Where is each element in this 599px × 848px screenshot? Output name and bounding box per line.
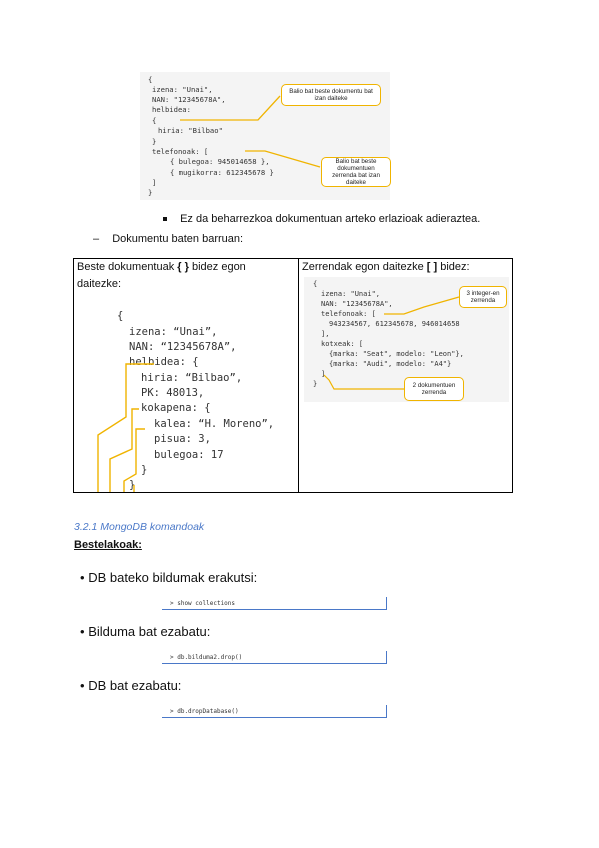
code-line: NAN: “12345678A”, [129, 341, 237, 353]
command-item [80, 624, 210, 639]
bullet-note [163, 213, 480, 225]
code-line: hiria: “Bilbao”, [141, 372, 243, 384]
command-item [80, 678, 181, 693]
command-item [80, 570, 257, 585]
callout-integer-list: 3 integer-en zerrenda [459, 286, 507, 308]
code-line: bulegoa: 17 [154, 449, 224, 461]
code-line: izena: "Unai", [152, 85, 213, 94]
right-cell-heading [302, 259, 512, 276]
dash-item [93, 233, 243, 245]
code-line: } [152, 137, 157, 146]
code-line: izena: “Unai”, [129, 326, 218, 338]
code-line: izena: "Unai", [321, 290, 381, 298]
code-line: } [148, 188, 153, 197]
callout-document-list: Balio bat beste dokumentuen zerrenda bat izan daiteke [321, 157, 391, 187]
code-line: { bulegoa: 945014658 }, [170, 157, 270, 166]
braces-symbol: { } [177, 261, 189, 273]
top-code-image [140, 72, 390, 200]
comparison-table [73, 258, 513, 493]
bullet-icon: • [80, 678, 85, 693]
code-line: { [152, 116, 157, 125]
left-bracket-lines [74, 259, 298, 492]
code-line: ], [321, 330, 330, 338]
code-line: ] [321, 370, 326, 378]
command-label: Bilduma bat ezabatu: [88, 624, 211, 639]
left-heading-text: bidez egon [188, 261, 246, 273]
section-title: 3.2.1 MongoDB komandoak [74, 521, 205, 533]
dash-icon: – [93, 233, 100, 245]
code-line: hiria: "Bilbao" [158, 126, 223, 135]
code-line: } [129, 479, 136, 491]
right-code-image [304, 277, 509, 402]
code-line: } [141, 464, 148, 476]
code-line: helbidea: { [129, 356, 199, 368]
code-line: ] [152, 178, 157, 187]
code-line: pisua: 3, [154, 433, 211, 445]
code-line: NAN: "12345678A", [152, 95, 226, 104]
square-bullet-icon [163, 217, 167, 221]
code-line: telefonoak: [ [321, 310, 376, 318]
code-line: helbidea: [152, 105, 191, 114]
callout-document-list: 2 dokumentuen zerrenda [404, 377, 464, 401]
bullet-note-text: Ez da beharrezkoa dokumentuan arteko erlazioak adieraztea. [180, 213, 481, 225]
command-code-box: > db.bilduma2.drop() [162, 651, 387, 664]
right-heading-text: bidez: [437, 261, 470, 273]
code-line: {marka: "Seat", modelo: "Leon"}, [329, 350, 464, 358]
subheading: Bestelakoak: [74, 539, 142, 551]
command-label: DB bateko bildumak erakutsi: [88, 570, 258, 585]
code-line: 943234567, 612345678, 946014658 [329, 320, 460, 328]
code-line: telefonoak: [ [152, 147, 209, 156]
command-code-box: > db.dropDatabase() [162, 705, 387, 718]
bullet-icon: • [80, 570, 85, 585]
code-line: { [117, 310, 124, 322]
code-line: NAN: "12345678A", [321, 300, 393, 308]
bullet-icon: • [80, 624, 85, 639]
code-line: kotxeak: [ [321, 340, 364, 348]
code-line: kokapena: { [141, 402, 211, 414]
left-heading-text: daitezke: [77, 278, 122, 290]
command-code-box: > show collections [162, 597, 387, 610]
command-label: DB bat ezabatu: [88, 678, 182, 693]
code-line: kalea: “H. Moreno”, [154, 418, 275, 430]
callout-nested-document: Balio bat beste dokumentu bat izan daiteke [281, 84, 381, 106]
code-line: {marka: "Audi", modelo: "A4"} [329, 360, 452, 368]
code-line: PK: 48013, [141, 387, 205, 399]
right-heading-text: Zerrendak egon daitezke [302, 261, 427, 273]
code-line: { [313, 280, 318, 288]
brackets-symbol: [ ] [426, 261, 438, 273]
code-line: { [148, 75, 153, 84]
dash-item-text: Dokumentu baten barruan: [112, 233, 244, 245]
table-divider [298, 259, 299, 492]
left-heading-text: Beste dokumentuak [77, 261, 178, 273]
code-line: { mugikorra: 612345678 } [170, 168, 274, 177]
code-line: } [313, 380, 318, 388]
